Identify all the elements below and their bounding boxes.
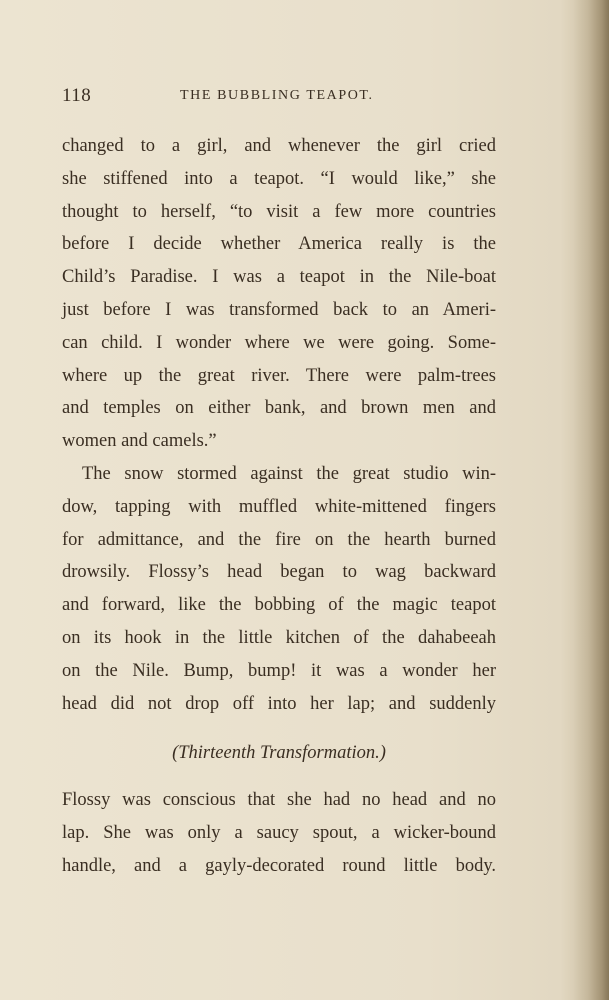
text-line: on its hook in the little kitchen of the dahabeeah: [62, 627, 496, 648]
text-line: she stiffened into a teapot. “I would like,” she: [62, 168, 496, 189]
running-title: THE BUBBLING TEAPOT.: [180, 88, 374, 103]
section-heading: (Thirteenth Transformation.): [172, 743, 386, 763]
closing-paragraph: [62, 784, 496, 882]
text-line: dow, tapping with muffled white-mittened fingers: [62, 496, 496, 517]
text-line: for admittance, and the fire on the hearth burned: [62, 529, 496, 550]
text-line: can child. I wonder where we were going. Some-: [62, 332, 496, 353]
text-line: head did not drop off into her lap; and suddenly: [62, 693, 496, 714]
page-spine-shadow: [573, 0, 609, 1000]
page-number: 118: [62, 85, 92, 106]
text-line: just before I was transformed back to an Ameri-: [62, 299, 496, 320]
text-line: Flossy was conscious that she had no head and no: [62, 790, 496, 810]
text-line: The snow stormed against the great studio win-: [82, 463, 496, 484]
text-line: Child’s Paradise. I was a teapot in the Nile-boat: [62, 267, 496, 288]
text-line: before I decide whether America really is the: [62, 234, 496, 255]
running-header: [62, 85, 498, 107]
text-line: thought to herself, “to visit a few more countries: [62, 201, 496, 222]
text-line: changed to a girl, and whenever the girl cried: [62, 136, 496, 156]
text-line: and forward, like the bobbing of the magic teapot: [62, 595, 496, 616]
text-line: on the Nile. Bump, bump! it was a wonder her: [62, 660, 496, 681]
text-line: drowsily. Flossy’s head began to wag backward: [62, 562, 496, 583]
text-line: where up the great river. There were palm-trees: [62, 365, 496, 386]
text-line: women and camels.”: [62, 431, 217, 452]
body-text: [62, 130, 496, 720]
text-line: and temples on either bank, and brown men and: [62, 398, 496, 419]
text-line: handle, and a gayly-decorated round little body.: [62, 855, 496, 876]
text-line: lap. She was only a saucy spout, a wicker-bound: [62, 822, 496, 843]
